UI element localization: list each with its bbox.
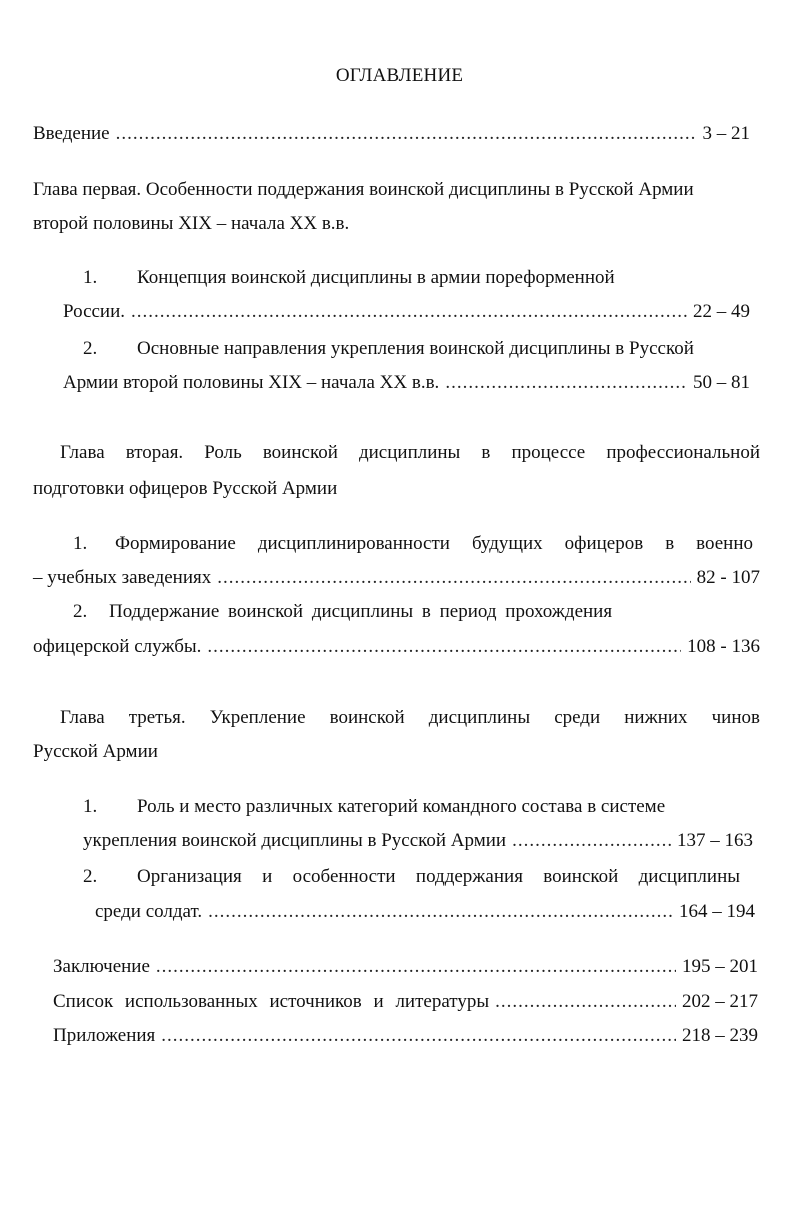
item-number: 2. bbox=[83, 866, 98, 887]
item-number: 1. bbox=[83, 267, 98, 288]
item-title: Формирование дисциплинированности будущих офицеров в военно bbox=[115, 533, 753, 554]
page-range: 195 – 201 bbox=[682, 956, 758, 977]
item-title-cont: – учебных заведениях bbox=[33, 567, 212, 588]
toc-entry-2-2-cont[interactable] bbox=[33, 637, 760, 656]
toc-entry-2-1[interactable] bbox=[73, 534, 753, 553]
page-title: ОГЛАВЛЕНИЕ bbox=[335, 65, 464, 86]
toc-entry-2-2[interactable] bbox=[73, 602, 612, 621]
item-title: Роль и место различных категорий командного состава в системе bbox=[137, 796, 666, 817]
toc-entry-1-2-cont[interactable] bbox=[63, 373, 750, 392]
item-title-cont: среди солдат. bbox=[95, 901, 203, 922]
leader-dots bbox=[208, 902, 673, 921]
toc-entry-introduction[interactable] bbox=[33, 124, 750, 143]
leader-dots bbox=[495, 992, 676, 1011]
toc-entry-2-1-cont[interactable] bbox=[33, 568, 760, 587]
toc-label: Введение bbox=[33, 123, 110, 144]
item-title-cont: России. bbox=[63, 301, 126, 322]
toc-entry-1-1[interactable] bbox=[83, 268, 615, 287]
item-number: 1. bbox=[73, 533, 88, 554]
leader-dots bbox=[217, 568, 690, 587]
item-title-cont: Армии второй половины XIX – начала XX в.в. bbox=[63, 372, 440, 393]
chapter-1-heading-cont: второй половины XIX – начала XX в.в. bbox=[33, 213, 350, 234]
item-title: Концепция воинской дисциплины в армии пореформенной bbox=[137, 267, 615, 288]
item-title: Основные направления укрепления воинской дисциплины в Русской bbox=[137, 338, 694, 359]
page-range: 82 - 107 bbox=[696, 567, 760, 588]
toc-entry-sources[interactable] bbox=[53, 992, 758, 1011]
page-range: 22 – 49 bbox=[693, 301, 750, 322]
page-range: 108 - 136 bbox=[687, 636, 760, 657]
item-number: 1. bbox=[83, 796, 98, 817]
toc-entry-appendix[interactable] bbox=[53, 1026, 758, 1045]
chapter-1-heading: Глава первая. Особенности поддержания воинской дисциплины в Русской Армии bbox=[33, 179, 694, 200]
page-range: 3 – 21 bbox=[702, 123, 750, 144]
toc-entry-3-2-cont[interactable] bbox=[95, 902, 755, 921]
item-title-cont: укрепления воинской дисциплины в Русской Армии bbox=[83, 830, 507, 851]
item-number: 2. bbox=[73, 601, 88, 622]
page-range: 218 – 239 bbox=[682, 1025, 758, 1046]
toc-entry-1-1-cont[interactable] bbox=[63, 302, 750, 321]
page-range: 50 – 81 bbox=[693, 372, 750, 393]
leader-dots bbox=[161, 1026, 676, 1045]
leader-dots bbox=[207, 637, 681, 656]
leader-dots bbox=[512, 831, 671, 850]
toc-label: Список использованных источников и литературы bbox=[53, 991, 490, 1012]
leader-dots bbox=[445, 373, 687, 392]
toc-entry-conclusion[interactable] bbox=[53, 957, 758, 976]
toc-label: Заключение bbox=[53, 956, 150, 977]
toc-entry-3-2[interactable] bbox=[83, 867, 740, 886]
page-range: 164 – 194 bbox=[679, 901, 755, 922]
toc-entry-1-2[interactable] bbox=[83, 339, 694, 358]
item-number: 2. bbox=[83, 338, 98, 359]
chapter-3-heading: Глава третья. Укрепление воинской дисциплины среди нижних чинов bbox=[60, 707, 760, 728]
toc-label: Приложения bbox=[53, 1025, 156, 1046]
toc-entry-3-1[interactable] bbox=[83, 797, 665, 816]
chapter-2-heading-cont: подготовки офицеров Русской Армии bbox=[33, 478, 338, 499]
toc-entry-3-1-cont[interactable] bbox=[83, 831, 753, 850]
item-title: Организация и особенности поддержания воинской дисциплины bbox=[137, 866, 740, 887]
item-title: Поддержание воинской дисциплины в период прохождения bbox=[109, 601, 613, 622]
item-title-cont: офицерской службы. bbox=[33, 636, 202, 657]
chapter-3-heading-cont: Русской Армии bbox=[33, 741, 158, 762]
leader-dots bbox=[116, 124, 697, 143]
leader-dots bbox=[131, 302, 687, 321]
page-range: 137 – 163 bbox=[677, 830, 753, 851]
page-range: 202 – 217 bbox=[682, 991, 758, 1012]
chapter-2-heading: Глава вторая. Роль воинской дисциплины в процессе профессиональной bbox=[60, 442, 760, 463]
leader-dots bbox=[156, 957, 676, 976]
